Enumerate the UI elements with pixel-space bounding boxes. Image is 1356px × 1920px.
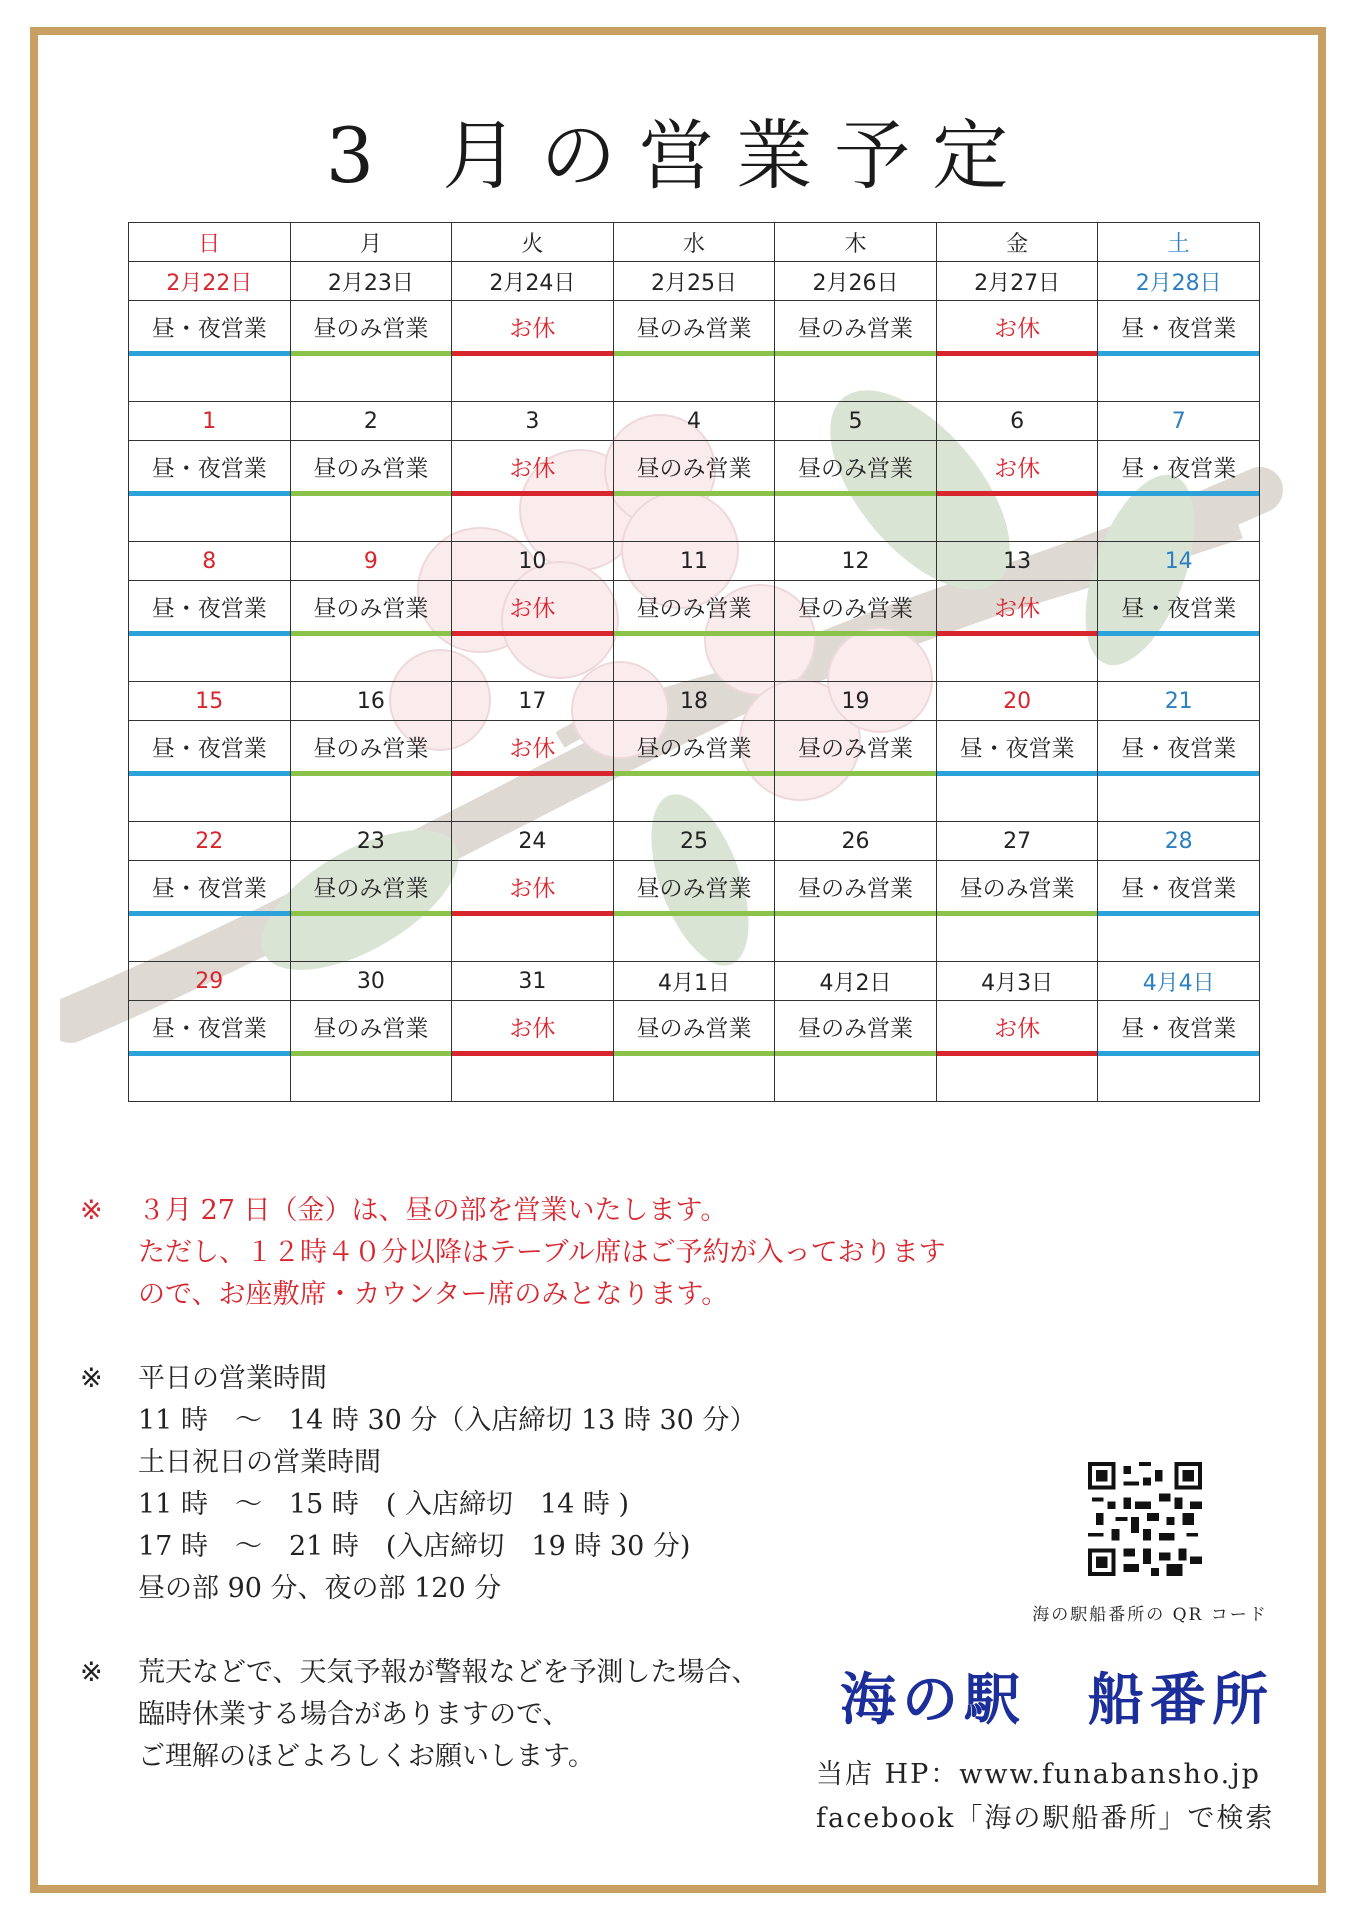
day-date: 14 — [1098, 542, 1260, 581]
day-status: 昼のみ営業 — [775, 441, 937, 492]
day-memo-cell — [452, 491, 614, 542]
day-status: 昼・夜営業 — [1098, 441, 1260, 492]
day-status: 昼のみ営業 — [775, 721, 937, 772]
day-status: 昼のみ営業 — [775, 1001, 937, 1052]
status-color-bar — [775, 491, 936, 496]
day-date: 23 — [290, 822, 452, 861]
day-date: 19 — [775, 682, 937, 721]
day-status: お休 — [452, 721, 614, 772]
day-date: 2月27日 — [936, 262, 1098, 301]
day-status: 昼・夜営業 — [129, 1001, 291, 1052]
day-date: 2月23日 — [290, 262, 452, 301]
day-date: 27 — [936, 822, 1098, 861]
status-color-bar — [129, 771, 290, 776]
status-color-bar — [452, 771, 613, 776]
weekday-header: 木 — [775, 223, 937, 262]
weekday-header: 土 — [1098, 223, 1260, 262]
day-status: 昼のみ営業 — [290, 721, 452, 772]
day-date: 16 — [290, 682, 452, 721]
hours-note — [80, 1358, 946, 1610]
status-color-bar — [614, 351, 775, 356]
day-status: 昼のみ営業 — [775, 301, 937, 352]
qr-caption: 海の駅船番所の QR コード — [1032, 1605, 1268, 1625]
note-line: 荒天などで、天気予報が警報などを予測した場合、 — [138, 1657, 759, 1688]
day-date: 4月2日 — [775, 962, 937, 1001]
status-color-bar — [614, 1051, 775, 1056]
day-memo-cell — [129, 1051, 291, 1102]
day-date: 12 — [775, 542, 937, 581]
status-color-bar — [775, 631, 936, 636]
day-memo-cell — [936, 911, 1098, 962]
status-color-bar — [129, 631, 290, 636]
status-color-bar — [1098, 491, 1259, 496]
status-row — [129, 861, 1260, 912]
status-color-bar — [291, 491, 452, 496]
day-memo-cell — [290, 351, 452, 402]
day-date: 22 — [129, 822, 291, 861]
note-line: 17 時 ～ 21 時 (入店締切 19 時 30 分) — [138, 1531, 691, 1562]
status-color-bar — [614, 491, 775, 496]
day-status: 昼・夜営業 — [129, 441, 291, 492]
day-memo-cell — [129, 491, 291, 542]
day-date: 2月22日 — [129, 262, 291, 301]
day-status: 昼のみ営業 — [936, 861, 1098, 912]
status-color-bar — [614, 911, 775, 916]
day-date: 2月24日 — [452, 262, 614, 301]
day-status: 昼・夜営業 — [129, 721, 291, 772]
day-date: 24 — [452, 822, 614, 861]
day-date: 1 — [129, 402, 291, 441]
status-color-bar — [775, 771, 936, 776]
day-memo-cell — [1098, 491, 1260, 542]
status-row — [129, 721, 1260, 772]
day-date: 2月28日 — [1098, 262, 1260, 301]
day-memo-cell — [290, 491, 452, 542]
status-color-bar — [937, 911, 1098, 916]
day-status: 昼のみ営業 — [613, 301, 775, 352]
memo-row — [129, 631, 1260, 682]
day-memo-cell — [290, 911, 452, 962]
day-status: お休 — [936, 581, 1098, 632]
day-memo-cell — [290, 771, 452, 822]
special-note — [80, 1190, 946, 1316]
day-date: 26 — [775, 822, 937, 861]
day-status: 昼のみ営業 — [290, 1001, 452, 1052]
facebook-search-text: facebook「海の駅船番所」で検索 — [816, 1803, 1275, 1834]
day-memo-cell — [129, 631, 291, 682]
day-memo-cell — [452, 771, 614, 822]
day-status: 昼のみ営業 — [613, 581, 775, 632]
day-date: 29 — [129, 962, 291, 1001]
day-memo-cell — [290, 1051, 452, 1102]
day-status: お休 — [936, 301, 1098, 352]
day-date: 17 — [452, 682, 614, 721]
note-line: 平日の営業時間 — [138, 1363, 327, 1394]
day-status: 昼のみ営業 — [775, 581, 937, 632]
day-memo-cell — [775, 491, 937, 542]
note-mark: ※ — [80, 1363, 103, 1394]
weekday-header: 月 — [290, 223, 452, 262]
day-memo-cell — [613, 771, 775, 822]
note-line: 11 時 ～ 14 時 30 分（入店締切 13 時 30 分） — [138, 1405, 757, 1436]
day-status: 昼・夜営業 — [129, 301, 291, 352]
status-color-bar — [452, 491, 613, 496]
memo-row — [129, 351, 1260, 402]
day-date: 8 — [129, 542, 291, 581]
memo-row — [129, 491, 1260, 542]
date-row — [129, 682, 1260, 721]
status-color-bar — [452, 351, 613, 356]
day-memo-cell — [613, 911, 775, 962]
date-row — [129, 822, 1260, 861]
day-memo-cell — [936, 631, 1098, 682]
day-memo-cell — [452, 351, 614, 402]
date-row — [129, 962, 1260, 1001]
day-memo-cell — [1098, 911, 1260, 962]
day-date: 13 — [936, 542, 1098, 581]
day-memo-cell — [613, 1051, 775, 1102]
page-title: 3 月の営業予定 — [325, 111, 1031, 200]
qr-code-icon[interactable] — [1088, 1462, 1202, 1576]
status-color-bar — [291, 631, 452, 636]
day-status: 昼・夜営業 — [129, 581, 291, 632]
status-color-bar — [937, 1051, 1098, 1056]
day-memo-cell — [936, 1051, 1098, 1102]
status-color-bar — [129, 351, 290, 356]
day-status: 昼・夜営業 — [1098, 581, 1260, 632]
day-date: 2月25日 — [613, 262, 775, 301]
day-status: 昼・夜営業 — [1098, 721, 1260, 772]
day-date: 25 — [613, 822, 775, 861]
day-status: お休 — [452, 301, 614, 352]
day-date: 10 — [452, 542, 614, 581]
note-line: 11 時 ～ 15 時 ( 入店締切 14 時 ) — [138, 1489, 630, 1520]
status-color-bar — [1098, 911, 1259, 916]
day-status: 昼のみ営業 — [613, 721, 775, 772]
note-line: 昼の部 90 分、夜の部 120 分 — [138, 1573, 502, 1604]
day-memo-cell — [613, 491, 775, 542]
day-memo-cell — [129, 911, 291, 962]
status-row — [129, 301, 1260, 352]
day-memo-cell — [613, 631, 775, 682]
day-status: お休 — [936, 1001, 1098, 1052]
day-date: 21 — [1098, 682, 1260, 721]
day-status: お休 — [936, 441, 1098, 492]
status-color-bar — [129, 491, 290, 496]
homepage-link[interactable]: 当店 HP：www.funabansho.jp — [816, 1759, 1261, 1790]
day-memo-cell — [613, 351, 775, 402]
status-color-bar — [775, 1051, 936, 1056]
note-line: ので、お座敷席・カウンター席のみとなります。 — [138, 1279, 729, 1310]
memo-row — [129, 771, 1260, 822]
day-memo-cell — [936, 491, 1098, 542]
status-color-bar — [1098, 631, 1259, 636]
day-status: 昼・夜営業 — [129, 861, 291, 912]
date-row — [129, 262, 1260, 301]
day-date: 30 — [290, 962, 452, 1001]
date-row — [129, 542, 1260, 581]
status-color-bar — [614, 771, 775, 776]
note-line: 臨時休業する場合がありますので、 — [138, 1699, 570, 1730]
note-line: ３月 27 日（金）は、昼の部を営業いたします。 — [138, 1195, 728, 1226]
note-mark: ※ — [80, 1195, 103, 1226]
status-row — [129, 581, 1260, 632]
status-color-bar — [129, 911, 290, 916]
day-status: 昼のみ営業 — [775, 861, 937, 912]
day-memo-cell — [452, 911, 614, 962]
day-memo-cell — [452, 1051, 614, 1102]
day-status: お休 — [452, 581, 614, 632]
day-status: 昼のみ営業 — [290, 301, 452, 352]
day-date: 31 — [452, 962, 614, 1001]
day-date: 3 — [452, 402, 614, 441]
status-color-bar — [291, 911, 452, 916]
day-status: 昼・夜営業 — [1098, 861, 1260, 912]
day-date: 15 — [129, 682, 291, 721]
status-color-bar — [937, 491, 1098, 496]
day-memo-cell — [290, 631, 452, 682]
day-status: お休 — [452, 1001, 614, 1052]
status-color-bar — [291, 1051, 452, 1056]
day-date: 20 — [936, 682, 1098, 721]
status-color-bar — [291, 771, 452, 776]
note-mark: ※ — [80, 1657, 103, 1688]
day-status: お休 — [452, 861, 614, 912]
note-line: ただし、１２時４０分以降はテーブル席はご予約が入っております — [138, 1237, 946, 1268]
status-color-bar — [452, 631, 613, 636]
day-date: 4月4日 — [1098, 962, 1260, 1001]
day-date: 4 — [613, 402, 775, 441]
day-status: 昼のみ営業 — [290, 581, 452, 632]
day-date: 4月1日 — [613, 962, 775, 1001]
status-color-bar — [452, 1051, 613, 1056]
day-memo-cell — [775, 631, 937, 682]
day-status: 昼のみ営業 — [613, 861, 775, 912]
day-memo-cell — [1098, 351, 1260, 402]
memo-row — [129, 911, 1260, 962]
weekday-header: 日 — [129, 223, 291, 262]
note-line: 土日祝日の営業時間 — [138, 1447, 381, 1478]
day-date: 11 — [613, 542, 775, 581]
day-memo-cell — [775, 911, 937, 962]
weekday-header: 水 — [613, 223, 775, 262]
day-memo-cell — [452, 631, 614, 682]
business-calendar — [128, 222, 1260, 1102]
day-date: 2月26日 — [775, 262, 937, 301]
weekday-header: 火 — [452, 223, 614, 262]
day-status: 昼のみ営業 — [290, 861, 452, 912]
day-date: 7 — [1098, 402, 1260, 441]
day-memo-cell — [129, 771, 291, 822]
weekday-header: 金 — [936, 223, 1098, 262]
day-status: 昼・夜営業 — [1098, 1001, 1260, 1052]
status-color-bar — [775, 351, 936, 356]
shop-name-logo: 海の駅 船番所 — [840, 1668, 1274, 1733]
status-color-bar — [937, 771, 1098, 776]
notes-section — [80, 1190, 946, 1820]
day-memo-cell — [936, 351, 1098, 402]
date-row — [129, 402, 1260, 441]
day-status: 昼・夜営業 — [1098, 301, 1260, 352]
status-color-bar — [1098, 771, 1259, 776]
note-line: ご理解のほどよろしくお願いします。 — [138, 1741, 595, 1772]
day-status: お休 — [452, 441, 614, 492]
day-date: 5 — [775, 402, 937, 441]
status-color-bar — [937, 631, 1098, 636]
weekday-header-row — [129, 223, 1260, 262]
status-color-bar — [775, 911, 936, 916]
day-memo-cell — [775, 771, 937, 822]
day-memo-cell — [936, 771, 1098, 822]
day-date: 28 — [1098, 822, 1260, 861]
day-memo-cell — [1098, 1051, 1260, 1102]
day-memo-cell — [775, 351, 937, 402]
day-date: 18 — [613, 682, 775, 721]
status-color-bar — [129, 1051, 290, 1056]
day-status: 昼・夜営業 — [936, 721, 1098, 772]
day-date: 2 — [290, 402, 452, 441]
status-color-bar — [937, 351, 1098, 356]
status-row — [129, 1001, 1260, 1052]
memo-row — [129, 1051, 1260, 1102]
day-memo-cell — [775, 1051, 937, 1102]
day-memo-cell — [129, 351, 291, 402]
status-color-bar — [614, 631, 775, 636]
day-memo-cell — [1098, 771, 1260, 822]
status-color-bar — [291, 351, 452, 356]
day-date: 6 — [936, 402, 1098, 441]
day-status: 昼のみ営業 — [290, 441, 452, 492]
status-color-bar — [1098, 1051, 1259, 1056]
day-status: 昼のみ営業 — [613, 441, 775, 492]
day-date: 4月3日 — [936, 962, 1098, 1001]
status-color-bar — [452, 911, 613, 916]
status-color-bar — [1098, 351, 1259, 356]
day-date: 9 — [290, 542, 452, 581]
day-memo-cell — [1098, 631, 1260, 682]
day-status: 昼のみ営業 — [613, 1001, 775, 1052]
status-row — [129, 441, 1260, 492]
